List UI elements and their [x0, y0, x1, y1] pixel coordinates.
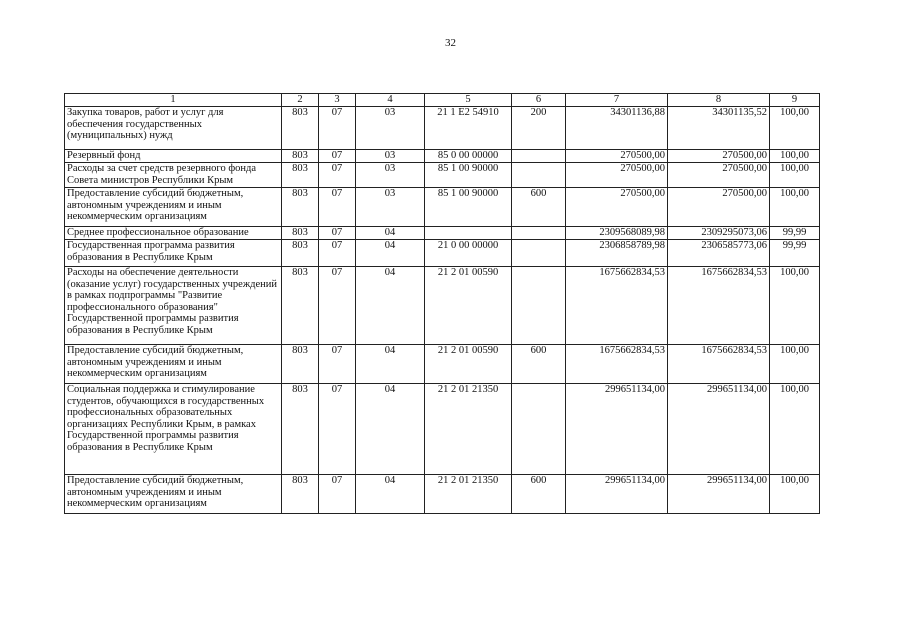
row-name: Резервный фонд	[65, 150, 282, 163]
cell-percent: 100,00	[770, 267, 820, 345]
cell-ministry: 803	[282, 150, 319, 163]
cell-target-article: 21 1 Е2 54910	[425, 107, 512, 150]
cell-subsection: 03	[356, 188, 425, 227]
cell-percent: 100,00	[770, 384, 820, 475]
cell-target-article: 21 0 00 00000	[425, 240, 512, 267]
row-name: Социальная поддержка и стимулирование студентов, обучающихся в государственных профессиональных образовательных организациях Республики Крым, в рамках Государственной программы развития образования в Республике Крым	[65, 384, 282, 475]
cell-planned: 299651134,00	[566, 384, 668, 475]
cell-expense-type: 600	[512, 188, 566, 227]
cell-executed: 270500,00	[668, 188, 770, 227]
cell-subsection: 04	[356, 227, 425, 240]
cell-executed: 1675662834,53	[668, 267, 770, 345]
cell-executed: 34301135,52	[668, 107, 770, 150]
cell-subsection: 04	[356, 240, 425, 267]
table-row	[65, 188, 820, 227]
cell-expense-type: 600	[512, 345, 566, 384]
row-name: Закупка товаров, работ и услуг для обеспечения государственных (муниципальных) нужд	[65, 107, 282, 150]
cell-ministry: 803	[282, 188, 319, 227]
cell-ministry: 803	[282, 227, 319, 240]
cell-section: 07	[319, 267, 356, 345]
cell-planned: 2309568089,98	[566, 227, 668, 240]
cell-expense-type	[512, 163, 566, 188]
cell-target-article: 21 2 01 21350	[425, 475, 512, 514]
table-header-row	[65, 94, 820, 107]
cell-planned: 299651134,00	[566, 475, 668, 514]
table-row	[65, 227, 820, 240]
cell-subsection: 04	[356, 267, 425, 345]
cell-ministry: 803	[282, 107, 319, 150]
cell-planned: 270500,00	[566, 163, 668, 188]
cell-executed: 270500,00	[668, 150, 770, 163]
header-cell: 7	[566, 94, 668, 107]
header-cell: 5	[425, 94, 512, 107]
cell-section: 07	[319, 150, 356, 163]
cell-percent: 100,00	[770, 107, 820, 150]
cell-subsection: 04	[356, 345, 425, 384]
cell-target-article: 85 0 00 00000	[425, 150, 512, 163]
cell-target-article: 85 1 00 90000	[425, 188, 512, 227]
table-row	[65, 267, 820, 345]
cell-subsection: 03	[356, 163, 425, 188]
page-number: 32	[445, 37, 456, 49]
cell-section: 07	[319, 107, 356, 150]
cell-percent: 99,99	[770, 240, 820, 267]
cell-subsection: 04	[356, 384, 425, 475]
header-cell: 2	[282, 94, 319, 107]
cell-ministry: 803	[282, 475, 319, 514]
cell-section: 07	[319, 163, 356, 188]
cell-section: 07	[319, 475, 356, 514]
header-cell: 6	[512, 94, 566, 107]
cell-percent: 100,00	[770, 345, 820, 384]
header-cell: 4	[356, 94, 425, 107]
cell-percent: 99,99	[770, 227, 820, 240]
cell-target-article: 21 2 01 00590	[425, 267, 512, 345]
table-row	[65, 107, 820, 150]
cell-ministry: 803	[282, 163, 319, 188]
cell-percent: 100,00	[770, 188, 820, 227]
table-row	[65, 240, 820, 267]
cell-expense-type: 200	[512, 107, 566, 150]
cell-section: 07	[319, 240, 356, 267]
cell-expense-type	[512, 150, 566, 163]
row-name: Среднее профессиональное образование	[65, 227, 282, 240]
cell-expense-type	[512, 384, 566, 475]
cell-section: 07	[319, 227, 356, 240]
header-cell: 8	[668, 94, 770, 107]
cell-section: 07	[319, 345, 356, 384]
cell-executed: 2309295073,06	[668, 227, 770, 240]
cell-subsection: 04	[356, 475, 425, 514]
cell-executed: 270500,00	[668, 163, 770, 188]
table-row	[65, 150, 820, 163]
row-name: Расходы на обеспечение деятельности (оказание услуг) государственных учреждений в рамках подпрограммы "Развитие профессионального образования" Государственной программы развития образования в Республике Крым	[65, 267, 282, 345]
cell-ministry: 803	[282, 345, 319, 384]
row-name: Предоставление субсидий бюджетным, автономным учреждениям и иным некоммерческим организациям	[65, 475, 282, 514]
table-row	[65, 384, 820, 475]
cell-section: 07	[319, 384, 356, 475]
cell-subsection: 03	[356, 107, 425, 150]
cell-executed: 299651134,00	[668, 384, 770, 475]
cell-expense-type	[512, 227, 566, 240]
cell-target-article	[425, 227, 512, 240]
cell-percent: 100,00	[770, 163, 820, 188]
cell-section: 07	[319, 188, 356, 227]
table-row	[65, 163, 820, 188]
cell-expense-type: 600	[512, 475, 566, 514]
table-row	[65, 345, 820, 384]
row-name: Предоставление субсидий бюджетным, автономным учреждениям и иным некоммерческим организациям	[65, 345, 282, 384]
cell-executed: 299651134,00	[668, 475, 770, 514]
cell-ministry: 803	[282, 267, 319, 345]
cell-planned: 2306858789,98	[566, 240, 668, 267]
cell-planned: 270500,00	[566, 188, 668, 227]
cell-ministry: 803	[282, 240, 319, 267]
cell-target-article: 85 1 00 90000	[425, 163, 512, 188]
row-name: Предоставление субсидий бюджетным, автономным учреждениям и иным некоммерческим организациям	[65, 188, 282, 227]
cell-expense-type	[512, 240, 566, 267]
cell-target-article: 21 2 01 21350	[425, 384, 512, 475]
table-row	[65, 475, 820, 514]
cell-subsection: 03	[356, 150, 425, 163]
cell-planned: 34301136,88	[566, 107, 668, 150]
cell-expense-type	[512, 267, 566, 345]
header-cell: 3	[319, 94, 356, 107]
cell-planned: 1675662834,53	[566, 345, 668, 384]
cell-executed: 1675662834,53	[668, 345, 770, 384]
header-cell: 1	[65, 94, 282, 107]
budget-table	[64, 93, 820, 514]
row-name: Государственная программа развития образования в Республике Крым	[65, 240, 282, 267]
cell-planned: 1675662834,53	[566, 267, 668, 345]
cell-percent: 100,00	[770, 475, 820, 514]
cell-planned: 270500,00	[566, 150, 668, 163]
cell-percent: 100,00	[770, 150, 820, 163]
header-cell: 9	[770, 94, 820, 107]
cell-ministry: 803	[282, 384, 319, 475]
row-name: Расходы за счет средств резервного фонда Совета министров Республики Крым	[65, 163, 282, 188]
cell-target-article: 21 2 01 00590	[425, 345, 512, 384]
cell-executed: 2306585773,06	[668, 240, 770, 267]
